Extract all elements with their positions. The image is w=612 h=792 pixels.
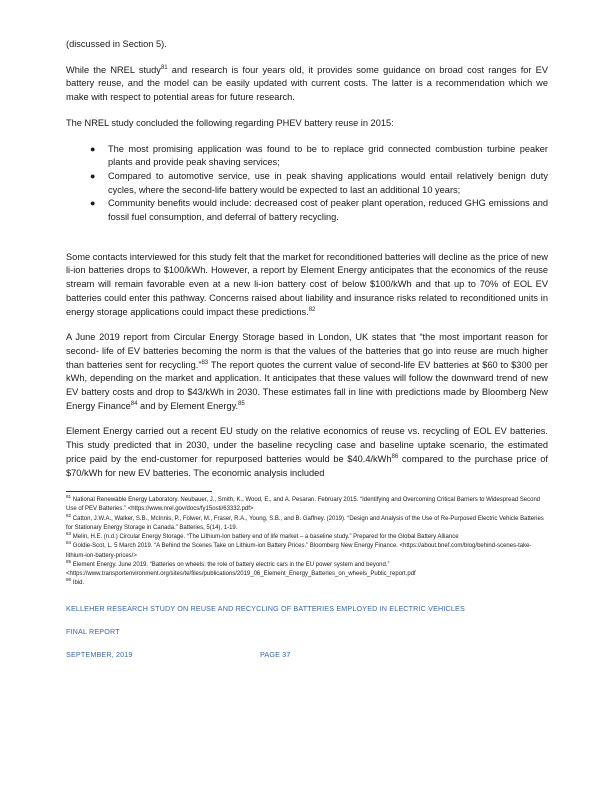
nrel-text-1: While the NREL study: [66, 64, 161, 75]
footnote-number: 85: [66, 558, 72, 564]
footnote-number: 86: [66, 577, 72, 583]
footnote-text: National Renewable Energy Laboratory. Neubauer, J., Smith, K., Wood, E., and A. Pesaran. February 2015. “Identifying and Overcoming Critical Barriers to Widespread Second Use of PEV Batteries.” <https://www.nrel.gov/docs/fy15osti/63332.pdf>: [66, 497, 541, 513]
footnote-number: 83: [66, 531, 72, 537]
nrel-text-2: and research is four years old, it provides some guidance on broad cost ranges for EV battery reuse, and the model can be easily updated with current costs. The latter is a recommendation which we make with respect to potential areas for future research.: [66, 64, 548, 103]
conclusion-paragraph: The NREL study concluded the following regarding PHEV battery reuse in 2015:: [66, 117, 394, 128]
nrel-paragraph: [66, 64, 548, 105]
footnote-ref-81[interactable]: 81: [160, 64, 168, 71]
page-number: PAGE 37: [260, 650, 291, 660]
footer-date: SEPTEMBER, 2019: [66, 650, 133, 660]
intro-paragraph: (discussed in Section 5).: [66, 39, 167, 49]
footnote: [66, 542, 548, 560]
footnote: [66, 533, 548, 542]
bullet-icon: ●: [90, 170, 96, 181]
footer-title: KELLEHER RESEARCH STUDY ON REUSE AND RECYCLING OF BATTERIES EMPLOYED IN ELECTRIC VEHICLES: [66, 604, 465, 614]
circular-text-3: and by Element Energy.: [137, 400, 239, 411]
list-item: [66, 143, 548, 170]
element-text-2: compared to the purchase price of $70/kWh for new EV batteries. The economic analysis included: [66, 453, 548, 478]
footnote-ref-82[interactable]: 82: [308, 306, 316, 313]
list-item-text: Community benefits would include: decreased cost of peaker plant operation, reduced GHG emissions and fossil fuel consumption, and deferral of battery recycling.: [108, 198, 548, 223]
footnote-number: 84: [66, 540, 72, 546]
footnote-text: Ibid.: [71, 580, 85, 587]
footnote-text: Element Energy. June 2019. “Batteries on wheels: the role of battery electric cars in the EU power system and beyond.” <https://www.transportenvironment.org/sites/te/files/publications/2019_06_Element_Energy_Batteries_on_wheels_Public_report.pdf: [66, 561, 416, 577]
bullet-list: [66, 143, 548, 225]
footnote-number: 81: [66, 494, 72, 500]
footnote-text: Goldie-Scot, L. 5 March 2019. “A Behind the Scenes Take on Lithium-ion Battery Prices.” Bloomberg New Energy Finance. <https://about.bnef.com/blog/behind-scenes-take-lithium-ion-battery-prices/>: [66, 543, 532, 559]
footnote: [66, 496, 548, 514]
footnotes: [66, 496, 548, 588]
bullet-icon: ●: [90, 198, 96, 209]
footnote: [66, 512, 548, 533]
footnote-divider: [66, 491, 212, 492]
bullet-icon: ●: [90, 143, 96, 154]
footnote: [66, 558, 548, 579]
footnote: [66, 579, 548, 588]
footnote-ref-86[interactable]: 86: [391, 453, 399, 460]
document-page: [66, 38, 548, 659]
footnote-ref-83[interactable]: 83: [201, 359, 209, 366]
footer-date-line: [66, 650, 548, 659]
circular-energy-paragraph: [66, 331, 548, 413]
contacts-text: Some contacts interviewed for this study felt that the market for reconditioned batteries will decline as the price of new li-ion batteries drops to $100/kWh. However, a report by Element Energy anticipates that the economics of the reuse stream will remain favorable even at a new li-ion battery cost of below $100/kWh and that up to 70% of EOL EV batteries could enter this pathway. Concerns raised about liability and insurance risks related to reconditioned units in energy storage applications could impact these predictions.: [66, 251, 548, 317]
footer-report-label: FINAL REPORT: [66, 627, 120, 637]
footnote-ref-84[interactable]: 84: [130, 400, 138, 407]
footnote-text: Catton, J.W.A., Walker, S.B., McInnis, P., Folwer, M., Fraser, R.A., Young, S.B., and B. Gaffney. (2019). “Design and Analysis of the Use of Re-Purposed Electric Vehicle Batteries for Stationary Energy Storage in Canada.” Batteries, 5(14), 1-19.: [66, 515, 544, 531]
list-item: [66, 170, 548, 197]
list-item-text: The most promising application was found to be to replace grid connected combustion turbine peaker plants and provide peak shaving services;: [108, 143, 548, 168]
footnote-ref-85[interactable]: 85: [238, 400, 245, 407]
list-item-text: Compared to automotive service, use in peak shaving applications would entail relatively benign duty cycles, where the second-life battery would be expected to last an additional 10 years;: [108, 170, 548, 195]
footnote-text: Melin, H.E. (n.d.) Circular Energy Storage. “The Lithium-Ion battery end of life market – a baseline study.” Prepared for the Global Battery Alliance: [71, 534, 459, 541]
contacts-paragraph: [66, 251, 548, 320]
footnote-number: 82: [66, 512, 72, 518]
circular-text-2: The report quotes the current value of second-life EV batteries at $60 to $300 per kWh, depending on the market and application. It anticipates that these values will follow the downward trend of new EV battery costs and drop to $43/kWh in 2030. These estimates fall in line with predictions made by Bloomberg New Energy Finance: [66, 359, 548, 411]
element-text-1: Element Energy carried out a recent EU study on the relative economics of reuse vs. recycling of EOL EV batteries. This study predicted that in 2030, under the baseline recycling case and baseline uptake scenario, the estimated price paid by the end-customer for repurposed batteries would be $40.4/kWh: [66, 426, 548, 464]
list-item: [66, 197, 548, 224]
element-energy-paragraph: [66, 425, 548, 480]
circular-text-1: A June 2019 report from Circular Energy Storage based in London, UK states that “the most important reason for second- life of EV batteries becoming the norm is that the values of the batteries that go into reuse are much higher than batteries sent for recycling.”: [66, 332, 548, 370]
